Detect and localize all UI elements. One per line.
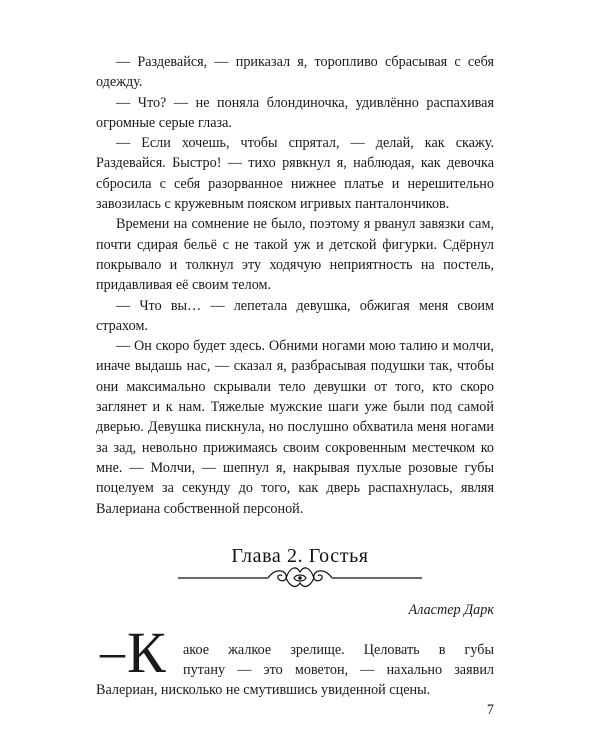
paragraph: — Раздевайся, — приказал я, торопливо сбрасывая с себя одежду.	[96, 54, 494, 91]
paragraph: Времени на сомнение не было, поэтому я рванул завязки сам, почти сдирая бельё с не такой уж и детской фигурки. Сдёрнул покрывало и толкнул эту ходячую неприятность на постель, придавливая её своим телом.	[96, 216, 494, 294]
paragraph: — Если хочешь, чтобы спрятал, — делай, как скажу. Раздевайся. Быстро! — тихо рявкнул я, наблюдая, как девочка сбросила с себя разорванное нижнее платье и нерешительно завозилась с кружевным пояском игривых панталончиков.	[96, 135, 494, 213]
ornamental-flourish-icon	[176, 563, 424, 591]
chapter-opening-line: путану — это моветон, — нахально заявил	[183, 662, 494, 678]
chapter-title: Глава 2. Гостья	[231, 545, 369, 567]
paragraph: — Что? — не поняла блондиночка, удивлённо распахивая огромные серые глаза.	[96, 94, 494, 131]
chapter-author: Аластер Дарк	[408, 602, 494, 618]
body-text	[96, 52, 494, 519]
dropcap-dash: –	[100, 623, 125, 679]
paragraph: — Он скоро будет здесь. Обними ногами мою талию и молчи, иначе выдашь нас, — сказал я, разбрасывая подушки так, чтобы они максимально скрывали тело девушки от того, кто скоро заглянет и к нам. Тяжелые мужские шаги уже были под самой дверью. Девушка пискнула, но послушно обхватила меня ногами за зад, невольно прижимаясь своим сокровенным местечком ко мне. — Молчи, — шепнул я, накрывая пухлые розовые губы поцелуем за секунду до того, как дверь распахнулась, являя Валериана собственной персоной.	[96, 338, 494, 517]
paragraph: — Что вы… — лепетала девушка, обжигая меня своим страхом.	[96, 297, 494, 334]
chapter-opening-line: акое жалкое зрелище. Целовать в губы	[183, 642, 494, 658]
dropcap-letter: К	[127, 620, 166, 685]
chapter-opening-line: Валериан, нисколько не смутившись увиденной сцены.	[96, 682, 431, 698]
page-number: 7	[486, 702, 494, 718]
